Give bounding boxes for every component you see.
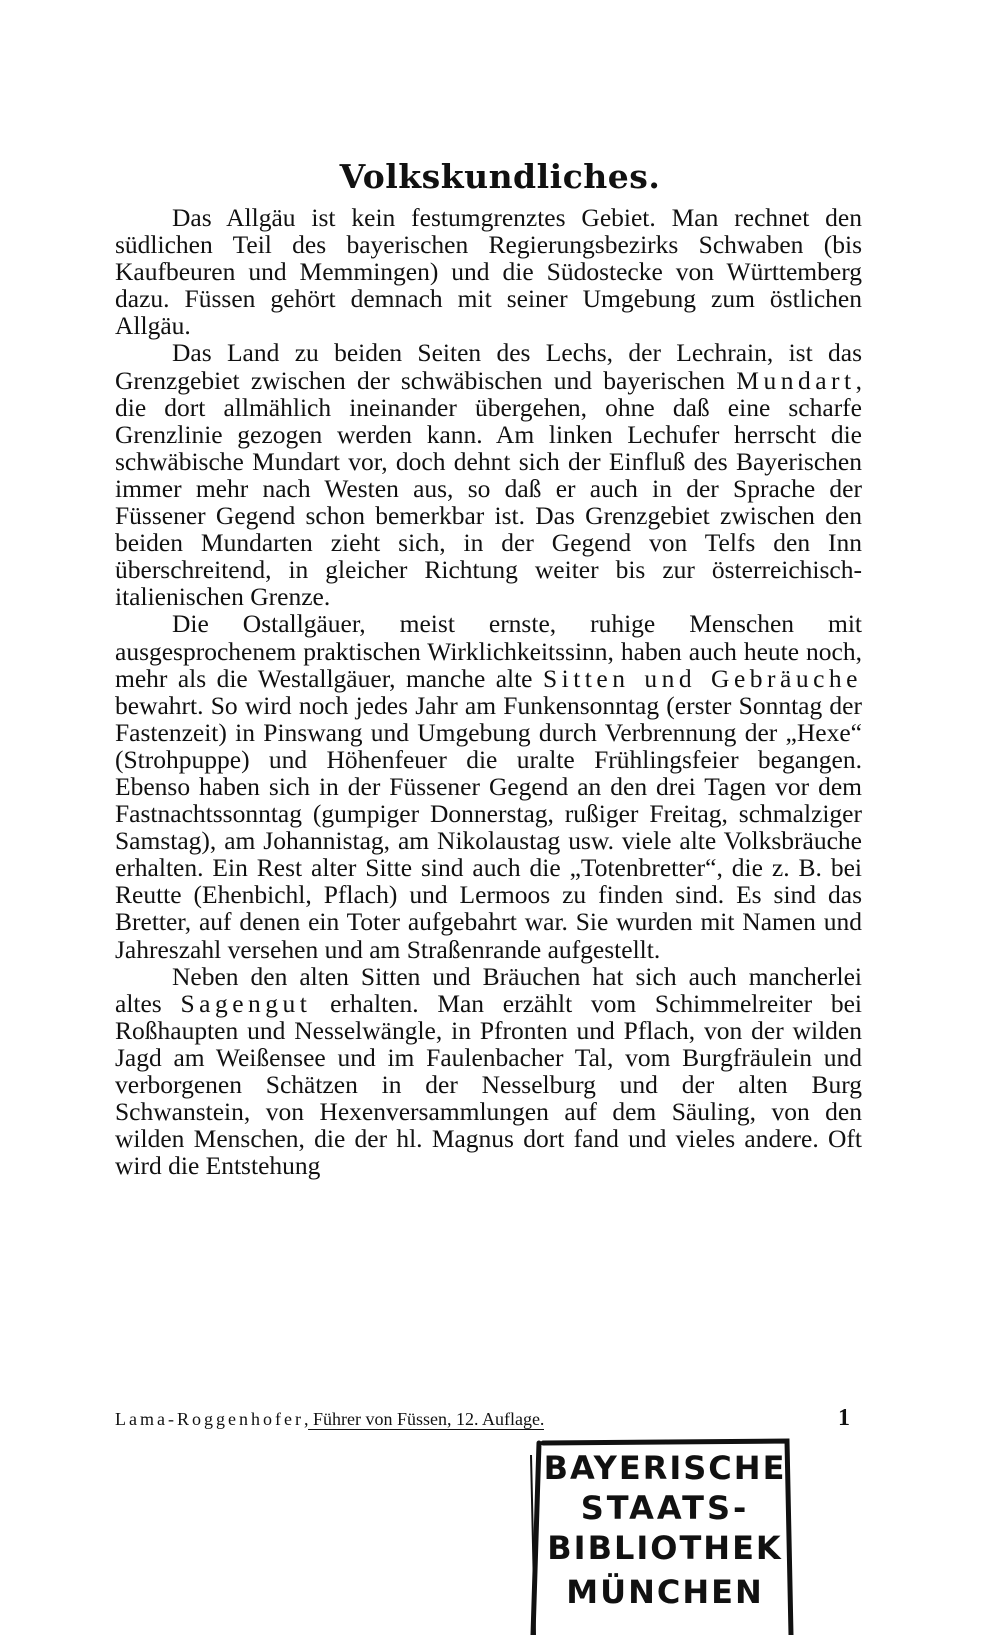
- text-segment: Die Ostallgäuer, meist ernste, ruhige Menschen mit ausgesprochenem praktischen Wirklichkeitssinn, haben auch heute noch, mehr als die Westallgäuer, manche alte: [115, 609, 862, 693]
- text-segment: Das Allgäu ist kein festumgrenztes Gebiet. Man rechnet den südlichen Teil des bayerischen Regierungsbezirks Schwaben (bis Kaufbeuren und Memmingen) und die Südostecke von Württemberg dazu. Füssen gehört demnach mit seiner Umgebung zum östlichen Allgäu.: [115, 203, 862, 341]
- paragraph-2: [115, 339, 862, 610]
- footer-separator: ,: [303, 1409, 309, 1429]
- library-stamp: [525, 1435, 800, 1635]
- text-segment: , die dort allmählich ineinander übergehen, ohne daß eine scharfe Grenzlinie gezogen werden kann. Am linken Lechufer herrscht die schwäbische Mundart vor, doch dehnt sich der Einfluß des Bayerischen immer mehr nach Westen aus, so daß er auch in der Sprache der Füssener Gegend schon bemerkbar ist. Das Grenzgebiet zwischen den beiden Mundarten zieht sich, in der Gegend von Telfs den Inn überschreitend, in gleicher Richtung weiter bis zur österreichisch-italienischen Grenze.: [115, 365, 862, 612]
- stamp-line-4: MÜNCHEN: [566, 1573, 764, 1611]
- stamp-line-2: STAATS-: [580, 1489, 750, 1527]
- text-segment: Das Land zu beiden Seiten des Lechs, der Lechrain, ist das Grenzgebiet zwischen der schwäbischen und bayerischen: [115, 338, 862, 395]
- footer-authors: Lama-Roggenhofer: [115, 1409, 304, 1429]
- paragraph-1: [115, 204, 862, 339]
- page-title: Volkskundliches.: [339, 157, 661, 196]
- footer-book-title: Führer von Füssen, 12. Auflage.: [308, 1409, 545, 1429]
- emphasized-term: Sitten und Gebräuche: [542, 663, 862, 693]
- emphasized-term: Sagengut: [180, 988, 312, 1018]
- page-footer: [115, 1405, 850, 1432]
- library-stamp-graphic: [525, 1435, 800, 1635]
- paragraph-4: [115, 963, 862, 1180]
- text-segment: erhalten. Man erzählt vom Schimmelreiter bei Roßhaupten und Nesselwängle, in Pfronten und Pflach, von der wilden Jagd am Weißensee und im Faulenbacher Tal, vom Burgfräulein und verborgenen Schätzen in der Nesselburg und der alten Burg Schwanstein, von Hexenversammlungen auf dem Säuling, von den wilden Menschen, die der hl. Magnus dort fand und vieles andere. Oft wird die Entstehung: [115, 988, 863, 1181]
- stamp-line-1: BAYERISCHE: [543, 1449, 787, 1487]
- paragraph-3: [115, 610, 862, 962]
- stamp-line-3: BIBLIOTHEK: [547, 1529, 783, 1567]
- emphasized-term: Mundart: [736, 365, 856, 395]
- text-segment: Neben den alten Sitten und Bräuchen hat sich auch mancherlei altes: [115, 961, 862, 1018]
- text-segment: bewahrt. So wird noch jedes Jahr am Funkensonntag (erster Sonntag der Fastenzeit) in Pinswang und Umgebung durch Verbrennung der „Hexe“ (Strohpuppe) und Höhenfeuer die uralte Frühlingsfeier begangen. Ebenso haben sich in der Füssener Gegend an den drei Tagen vor dem Fastnachtssonntag (gumpiger Donnerstag, rußiger Freitag, schmalziger Samstag), am Johannistag, am Nikolaustag usw. viele alte Volksbräuche erhalten. Ein Rest alter Sitte sind auch die „Totenbretter“, die z. B. bei Reutte (Ehenbichl, Pflach) und Lermoos zu finden sind. Es sind das Bretter, auf denen ein Toter aufgebahrt war. Sie wurden mit Namen und Jahreszahl versehen und am Straßenrande aufgestellt.: [115, 690, 862, 964]
- body-text: [115, 204, 862, 1179]
- footer-signature: [115, 1409, 544, 1430]
- sheet-number: 1: [838, 1405, 850, 1431]
